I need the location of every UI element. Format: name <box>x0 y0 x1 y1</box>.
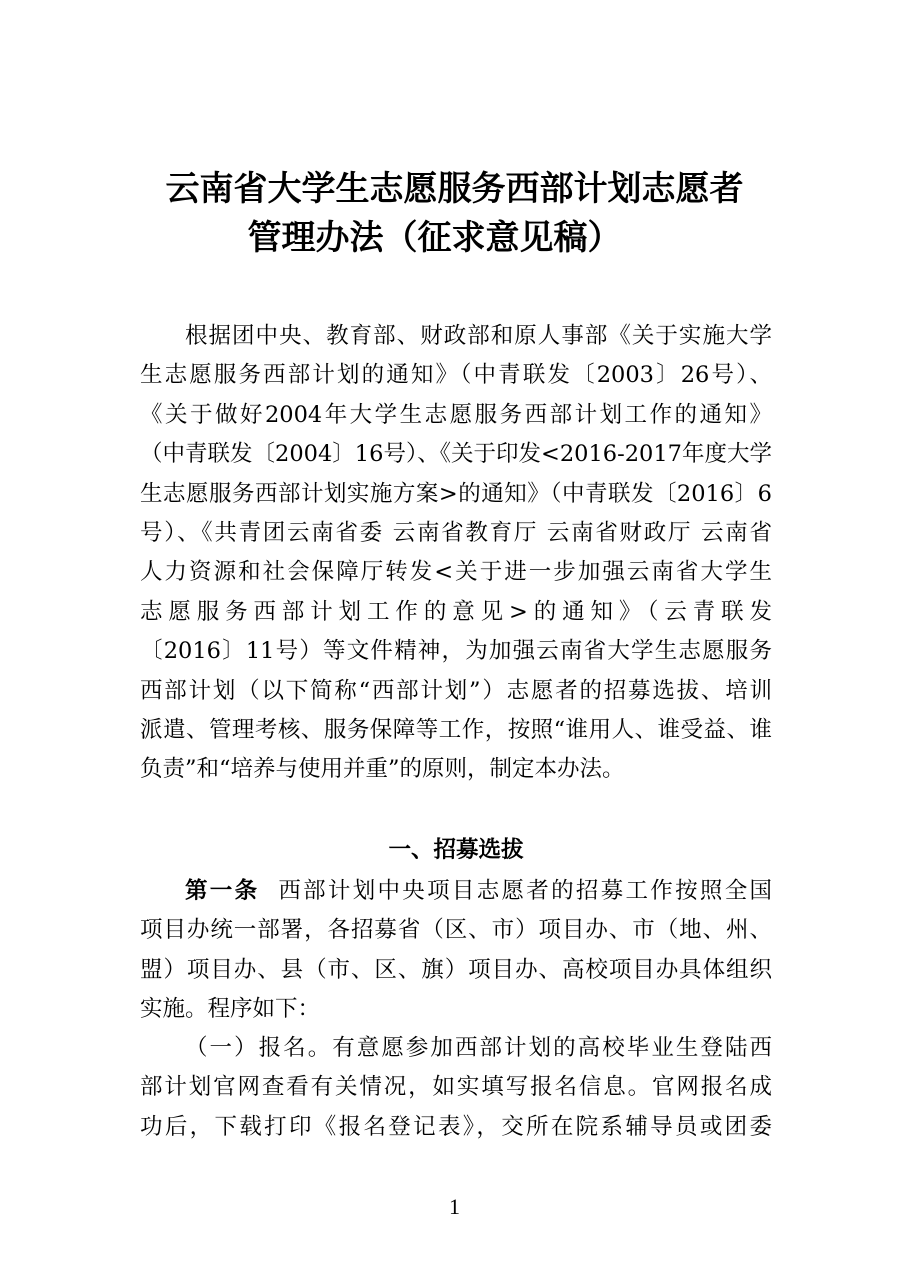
item-line: 部计划官网查看有关情况，如实填写报名信息。官网报名成 <box>140 1074 772 1101</box>
section-heading: 一、招募选拔 <box>388 837 524 863</box>
preamble-line: 生志愿服务西部计划的通知》（中青联发〔2003〕26号）、 <box>140 362 772 389</box>
article-1-paragraph <box>140 872 772 1030</box>
article-line: 盟）项目办、县（市、区、旗）项目办、高校项目办具体组织 <box>140 956 772 983</box>
article-line: 实施。程序如下： <box>140 996 321 1023</box>
preamble-line: 派遣、管理考核、服务保障等工作，按照“谁用人、谁受益、谁 <box>140 717 772 744</box>
article-line: 西部计划中央项目志愿者的招募工作按照全国 <box>278 878 772 904</box>
preamble-line: 根据团中央、教育部、财政部和原人事部《关于实施大学 <box>185 323 772 349</box>
item-line: （一）报名。有意愿参加西部计划的高校毕业生登陆西 <box>185 1035 772 1061</box>
preamble-line: 《关于做好2004年大学生志愿服务西部计划工作的通知》 <box>140 401 772 428</box>
article-label: 第一条 <box>185 878 260 904</box>
preamble-line: 生志愿服务西部计划实施方案>的通知》（中青联发〔2016〕6 <box>140 480 772 507</box>
preamble-line: （中青联发〔2004〕16号）、《关于印发<2016-2017年度大学 <box>140 441 772 468</box>
preamble-line: 志愿服务西部计划工作的意见>的通知》（云青联发 <box>140 598 772 625</box>
preamble-line: 西部计划（以下简称“西部计划”）志愿者的招募选拔、培训 <box>140 677 772 704</box>
preamble-paragraph <box>140 317 772 790</box>
preamble-line: 〔2016〕11号）等文件精神，为加强云南省大学生志愿服务 <box>140 638 772 665</box>
item-1-paragraph <box>140 1029 772 1147</box>
preamble-line: 人力资源和社会保障厅转发<关于进一步加强云南省大学生 <box>140 559 772 586</box>
preamble-line: 负责”和“培养与使用并重”的原则，制定本办法。 <box>140 756 625 783</box>
item-line: 功后，下载打印《报名登记表》，交所在院系辅导员或团委 <box>140 1113 772 1140</box>
page-number: 1 <box>449 1194 460 1219</box>
article-1-first-line <box>140 872 772 911</box>
preamble-line: 号）、《共青团云南省委 云南省教育厅 云南省财政厅 云南省 <box>140 520 772 547</box>
article-line: 项目办统一部署，各招募省（区、市）项目办、市（地、州、 <box>140 917 772 944</box>
document-title-line-2: 管理办法（征求意见稿） <box>247 218 622 258</box>
document-title-line-1: 云南省大学生志愿服务西部计划志愿者 <box>165 169 744 209</box>
